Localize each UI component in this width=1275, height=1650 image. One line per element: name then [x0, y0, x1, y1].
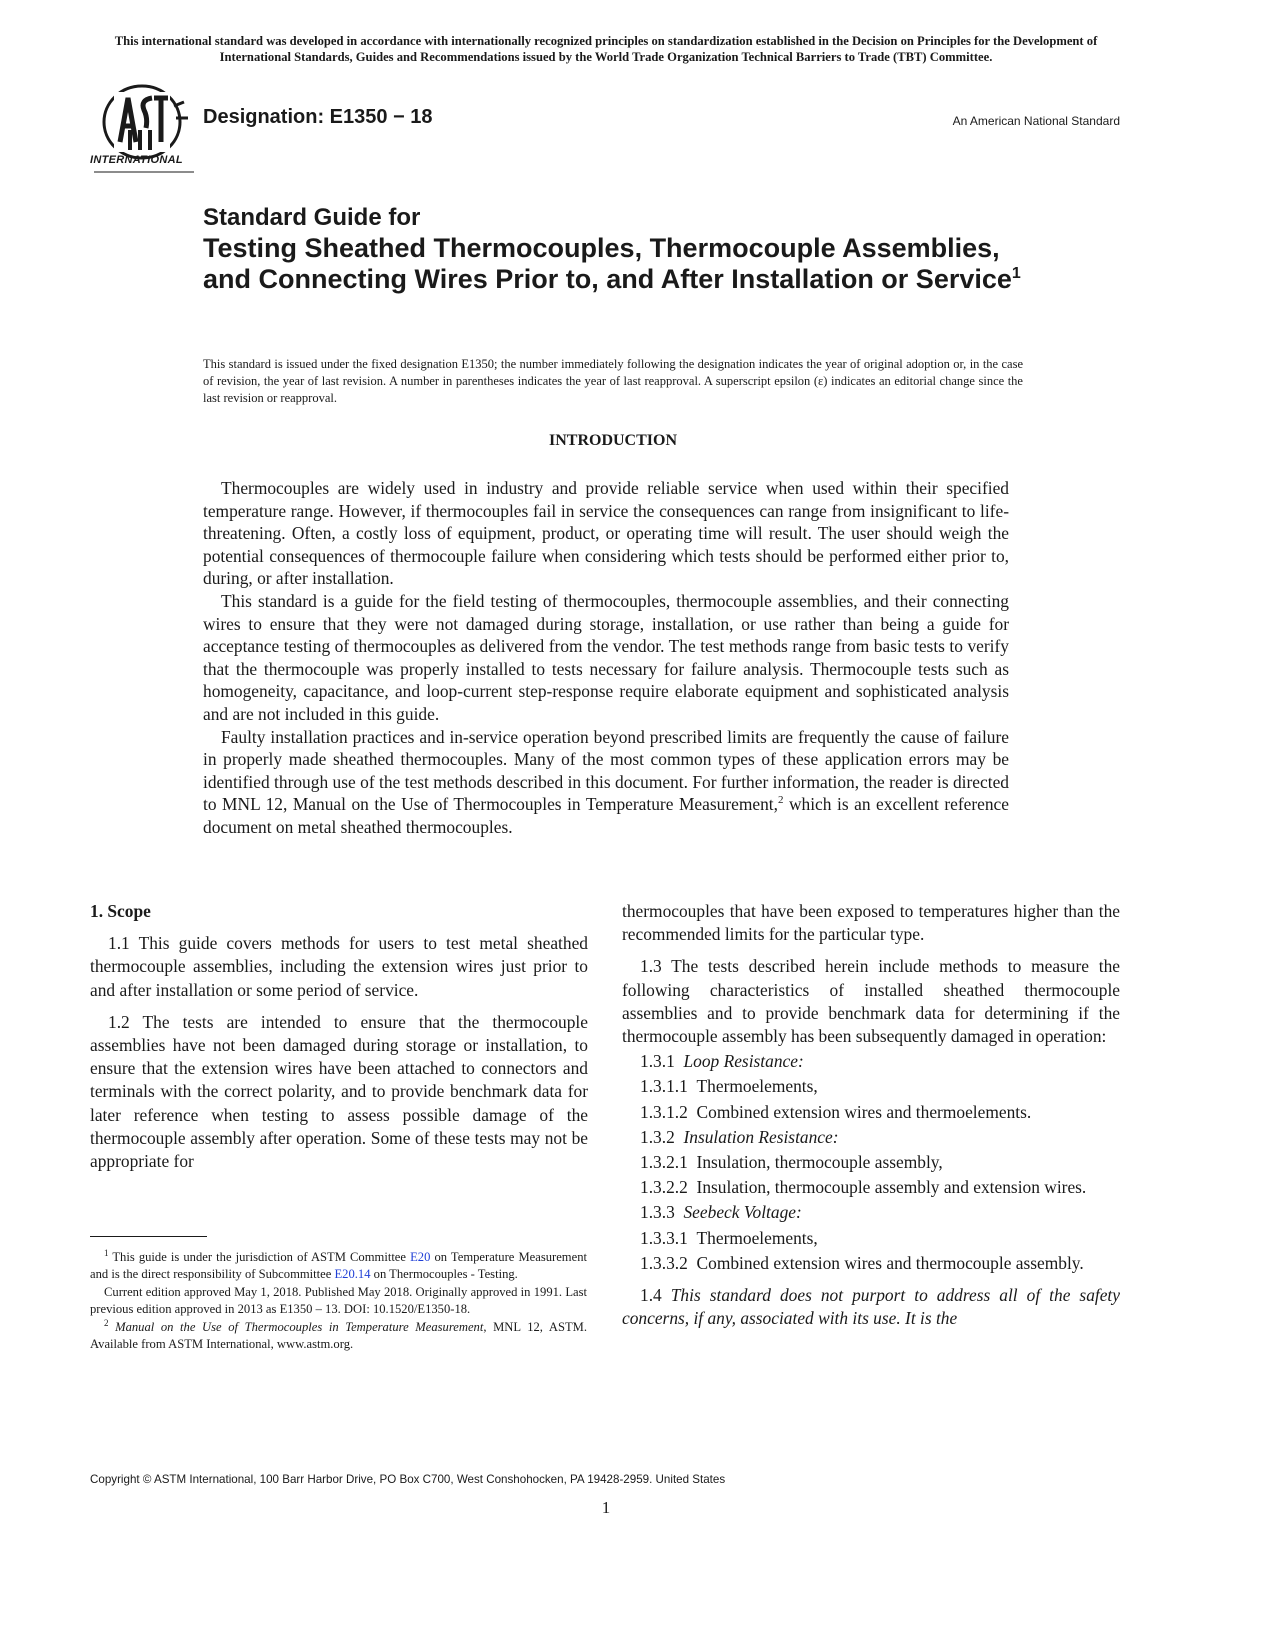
document-title — [203, 203, 1023, 295]
clause-text: Combined extension wires and thermocouple assembly. — [696, 1252, 1084, 1273]
footnote-ref-2: 2 — [777, 794, 784, 807]
clause-text: Insulation, thermocouple assembly and extension wires. — [696, 1177, 1087, 1198]
subcommittee-e20-14-link[interactable]: E20.14 — [334, 1266, 371, 1281]
footnote-1 — [90, 1249, 587, 1282]
clause-text: Thermoelements, — [696, 1076, 818, 1097]
introduction-body — [203, 477, 1009, 839]
issued-note: This standard is issued under the fixed designation E1350; the number immediately following the designation indicates the year of original adoption or, in the case of revision, the year of last revision. A number in parentheses indicates the year of last reapproval. A superscript epsilon (ε) indicates an editorial change since the last revision or reapproval. — [203, 357, 1023, 405]
intro-p3-text-end: which is an excellent reference document on metal sheathed thermocouples. — [203, 794, 1009, 837]
clause-text: Insulation, thermocouple assembly, — [696, 1152, 943, 1173]
clause-list-item — [622, 1075, 1120, 1098]
clause-1-4-text: This standard does not purport to address all of the safety concerns, if any, associated with its use. It is the — [622, 1285, 1120, 1329]
committee-e20-link[interactable]: E20 — [410, 1250, 431, 1264]
clause-text: Insulation Resistance: — [683, 1126, 839, 1147]
footnote-2-text: , MNL 12, ASTM. Available from ASTM International, www.astm.org. — [90, 1320, 587, 1351]
title-main — [203, 233, 1023, 295]
introduction-heading: INTRODUCTION — [548, 432, 677, 449]
clause-1-3-items — [622, 1050, 1120, 1275]
logo-wordmark: INTERNATIONAL — [90, 154, 183, 166]
clause-1-4-number: 1.4 — [640, 1285, 662, 1306]
clause-number: 1.3.3 — [640, 1202, 675, 1223]
footnote-1-mark: 1 — [104, 1247, 109, 1258]
clause-number: 1.3.3.2 — [640, 1252, 688, 1273]
clause-number: 1.3.2 — [640, 1126, 675, 1147]
clause-1-2-continued: thermocouples that have been exposed to temperatures higher than the recommended limits for the particular type. — [622, 901, 1120, 945]
footnote-2-title: Manual on the Use of Thermocouples in Temperature Measurement — [115, 1320, 484, 1335]
title-prefix: Standard Guide for — [203, 204, 421, 231]
clause-1-1: 1.1 This guide covers methods for users to test metal sheathed thermocouple assemblies, including the extension wires just prior to and after installation or some period of service. — [90, 933, 588, 1000]
american-national-standard: An American National Standard — [952, 114, 1120, 128]
clause-list-item — [622, 1126, 1120, 1149]
clause-text: Seebeck Voltage: — [683, 1202, 802, 1223]
clause-list-item — [622, 1050, 1120, 1073]
left-column — [90, 900, 588, 1182]
clause-list-item — [622, 1227, 1120, 1250]
clause-list-item — [622, 1201, 1120, 1224]
clause-list-item — [622, 1101, 1120, 1124]
page-number: 1 — [601, 1498, 611, 1517]
clause-1-4 — [622, 1284, 1120, 1330]
clause-number: 1.3.2.1 — [640, 1152, 688, 1173]
clause-1-2: 1.2 The tests are intended to ensure that the thermocouple assemblies have not been damaged during storage or installation, to ensure that the extension wires have been attached to connectors and terminals with the correct polarity, and to provide benchmark data for later reference when testing to assess possible damage of the thermocouple assembly after operation. Some of these tests may not be appropriate for — [90, 1011, 588, 1172]
clause-text: Thermoelements, — [696, 1227, 818, 1248]
footnotes — [90, 1249, 587, 1355]
clause-number: 1.3.3.1 — [640, 1227, 688, 1248]
intro-paragraph — [203, 726, 1009, 839]
title-text: Testing Sheathed Thermocouples, Thermocouple Assemblies, and Connecting Wires Prior to, and After Installation or Service — [203, 233, 1012, 294]
clause-number: 1.3.1 — [640, 1051, 675, 1072]
copyright-notice: Copyright © ASTM International, 100 Barr Harbor Drive, PO Box C700, West Conshohocken, PA 19428-2959. United States — [90, 1473, 726, 1486]
top-notice: This international standard was developed in accordance with internationally recognized principles on standardization established in the Decision on Principles for the Development of International Standards, Guides and Recommendations issued by the World Trade Organization Technical Barriers to Trade (TBT) Committee. — [114, 34, 1098, 64]
right-column — [622, 900, 1120, 1339]
designation: Designation: E1350 − 18 — [203, 106, 433, 128]
clause-number: 1.3.2.2 — [640, 1177, 688, 1198]
clause-number: 1.3.1.2 — [640, 1101, 688, 1122]
clause-list-item — [622, 1176, 1120, 1199]
clause-text: Combined extension wires and thermoelements. — [696, 1101, 1032, 1122]
astm-logo — [90, 84, 200, 176]
intro-p3-text: Faulty installation practices and in-service operation beyond prescribed limits are frequently the cause of failure in properly made sheathed thermocouples. Many of the most common types of these application errors may be identified through use of the test methods described in this document. For further information, the reader is directed to MNL 12, Manual on the Use of Thermocouples in Temperature Measurement, — [203, 726, 1009, 815]
clause-number: 1.3.1.1 — [640, 1076, 688, 1097]
clause-text: Loop Resistance: — [683, 1051, 804, 1072]
footnote-1-text: This guide is under the jurisdiction of ASTM Committee — [112, 1250, 411, 1264]
clause-list-item — [622, 1252, 1120, 1275]
edition-note: Current edition approved May 1, 2018. Published May 2018. Originally approved in 1991. Last previous edition approved in 2013 as E1350 – 13. DOI: 10.1520/E1350-18. — [90, 1285, 587, 1316]
footnote-1-text-c: on Thermocouples - Testing. — [370, 1266, 518, 1281]
intro-paragraph: This standard is a guide for the field testing of thermocouples, thermocouple assemblies, and their connecting wires to ensure that they were not damaged during storage, installation, or use rather than being a guide for acceptance testing of thermocouples as delivered from the vendor. The test methods range from basic tests to verify that the thermocouple was properly installed to tests necessary for failure analysis. Thermocouple tests such as homogeneity, capacitance, and loop-current step-response require elaborate equipment and sophisticated analysis and are not included in this guide. — [203, 590, 1009, 724]
section-heading-scope: 1. Scope — [90, 901, 151, 921]
footnote-1-text-b: on Temperature Measurement and is the direct responsibility of Subcommittee — [90, 1250, 587, 1281]
footnote-divider — [90, 1236, 207, 1237]
clause-1-3: 1.3 The tests described herein include methods to measure the following characteristics of installed sheathed thermocouple assemblies and to provide benchmark data for determining if the thermocouple assembly has been subsequently damaged in operation: — [622, 956, 1120, 1047]
intro-paragraph: Thermocouples are widely used in industry and provide reliable service when used within their specified temperature range. However, if thermocouples fail in service the consequences can range from insignificant to life-threatening. Often, a costly loss of equipment, product, or operating time will result. The user should weigh the potential consequences of thermocouple failure when considering which tests should be performed either prior to, during, or after installation. — [203, 478, 1009, 589]
title-footnote-mark: 1 — [1011, 265, 1021, 282]
clause-list-item — [622, 1151, 1120, 1174]
footnote-2 — [90, 1319, 587, 1352]
footnote-2-mark: 2 — [104, 1318, 109, 1329]
